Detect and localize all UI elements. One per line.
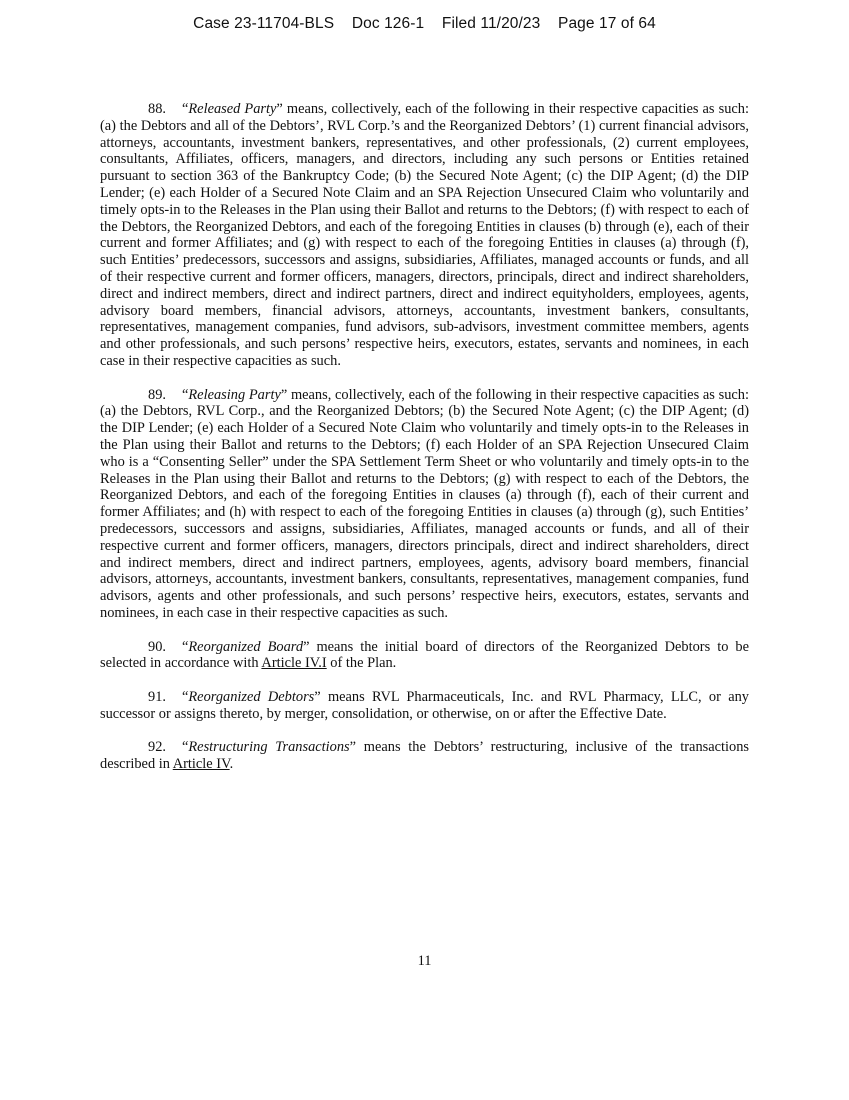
definition-text-end: . (229, 756, 234, 773)
definition-paragraph-90: 90. “Reorganized Board” means the initial board of directors of the Reorganized Debtors to be selected in accordance with Article IV.I of the Plan. (100, 638, 749, 672)
filed-date: Filed 11/20/23 (441, 15, 541, 32)
case-number: Case 23-11704-BLS (193, 15, 335, 32)
definition-paragraph-88: 88. “Released Party” means, collectively, each of the following in their respective capacities as such: (a) the Debtors and all of the Debtors’, RVL Corp.’s and the Reorganized Debtors’ (1) current financial advisors, attorneys, accountants, investment bankers, representatives, and other professionals, (2) current employees, consultants, Affiliates, officers, managers, and directors, including any such persons or Entities retained pursuant to section 363 of the Bankruptcy Code; (b) the Secured Note Agent; (c) the DIP Agent; (d) the DIP Lender; (e) each Holder of a Secured Note Claim and an SPA Rejection Unsecured Claim who voluntarily and timely opts-in to the Releases in the Plan using their Ballot and returns to the Debtors; (f) with respect to each of the Debtors, the Reorganized Debtors, and each of the foregoing Entities in clauses (b) through (e), each of their current and former Affiliates; and (g) with respect to each of the foregoing Entities in clauses (a) through (f), such Entities’ predecessors, successors and assigns, subsidiaries, Affiliates, managed accounts or funds, and all of their respective current and former officers, managers, directors, principals, direct and indirect shareholders, direct and indirect members, direct and indirect partners, direct and indirect equityholders, employees, agents, advisory board members, financial advisors, attorneys, accountants, investment bankers, consultants, representatives, management companies, fund advisors, sub-advisors, investment committee members, agents and other professionals, and such persons’ respective heirs, executors, estates, servants and nominees, in each case in their respective capacities as such. (100, 101, 749, 369)
definition-text: ” means, collectively, each of the following in their respective capacities as such: (a) the Debtors and all of the Debtors’, RVL Corp.’s and the Reorganized Debtors’ (1) current financial advisors, attorneys, accountants, investment bankers, representatives, and other professionals, (2) current employees, consultants, Affiliates, officers, managers, and directors, including any such persons or Entities retained pursuant to section 363 of the Bankruptcy Code; (b) the Secured Note Agent; (c) the DIP Agent; (d) the DIP Lender; (e) each Holder of a Secured Note Claim and an SPA Rejection Unsecured Claim who voluntarily and timely opts-in to the Releases in the Plan using their Ballot and returns to the Debtors; (f) with respect to each of the Debtors, the Reorganized Debtors, and each of the foregoing Entities in clauses (b) through (e), each of their current and former Affiliates; and (g) with respect to each of the foregoing Entities in clauses (a) through (f), such Entities’ predecessors, successors and assigns, subsidiaries, Affiliates, managed accounts or funds, and all of their respective current and former officers, managers, directors, principals, direct and indirect shareholders, direct and indirect members, direct and indirect partners, direct and indirect equityholders, employees, agents, advisory board members, financial advisors, attorneys, accountants, investment bankers, consultants, representatives, management companies, fund advisors, sub-advisors, investment committee members, agents and other professionals, and such persons’ respective heirs, executors, estates, servants and nominees, in each case in their respective capacities as such. (100, 101, 749, 369)
paragraph-number: 90. (148, 638, 166, 655)
defined-term: Reorganized Debtors (188, 688, 315, 705)
document-body (100, 101, 749, 790)
article-reference: Article IV.I (261, 655, 327, 672)
definition-text: ” means RVL Pharmaceuticals, Inc. and RVL Pharmacy, LLC, or any successor or assigns thereto, by merger, consolidation, or otherwise, on or after the Effective Date. (100, 688, 749, 722)
paragraph-number: 91. (148, 688, 166, 705)
paragraph-number: 92. (148, 739, 166, 756)
definition-paragraph-89: 89. “Releasing Party” means, collectively, each of the following in their respective capacities as such: (a) the Debtors, RVL Corp., and the Reorganized Debtors; (b) the Secured Note Agent; (c) the DIP Agent; (d) the DIP Lender; (e) each Holder of a Secured Note Claim who voluntarily and timely opts-in to the Releases in the Plan using their Ballot and returns to the Debtors; (f) each Holder of an SPA Rejection Unsecured Claim who is a “Consenting Seller” under the SPA Settlement Term Sheet or who voluntarily and timely opts-in to the Releases in the Plan using their Ballot and returns to the Debtors; (g) with respect to each of the Debtors, the Reorganized Debtors, and each of the foregoing Entities in clauses (a) through (f), each of their current and former Affiliates; and (h) with respect to each of the foregoing Entities in clauses (a) through (g), such Entities’ predecessors, successors and assigns, subsidiaries, Affiliates, managed accounts or funds, and all of their respective current and former officers, managers, directors principals, direct and indirect shareholders, direct and indirect members, direct and indirect partners, employees, agents, advisory board members, financial advisors, attorneys, accountants, investment bankers, consultants, representatives, management companies, fund advisors, agents and other professionals, and such persons’ respective heirs, executors, estates, servants and nominees, in each case in their respective capacities as such. (100, 386, 749, 621)
doc-number: Doc 126-1 (351, 15, 425, 32)
definition-paragraph-91: 91. “Reorganized Debtors” means RVL Pharmaceuticals, Inc. and RVL Pharmacy, LLC, or any successor or assigns thereto, by merger, consolidation, or otherwise, on or after the Effective Date. (100, 688, 749, 722)
defined-term: Released Party (188, 101, 277, 117)
definition-paragraph-92: 92. “Restructuring Transactions” means the Debtors’ restructuring, inclusive of the transactions described in Article IV. (100, 739, 750, 773)
definition-text-end: of the Plan. (326, 655, 397, 672)
definition-text: ” means, collectively, each of the following in their respective capacities as such: (a) the Debtors, RVL Corp., and the Reorganized Debtors; (b) the Secured Note Agent; (c) the DIP Agent; (d) the DIP Lender; (e) each Holder of a Secured Note Claim who voluntarily and timely opts-in to the Releases in the Plan using their Ballot and returns to the Debtors; (f) each Holder of an SPA Rejection Unsecured Claim who is a “Consenting Seller” under the SPA Settlement Term Sheet or who voluntarily and timely opts-in to the Releases in the Plan using their Ballot and returns to the Debtors; (g) with respect to each of the Debtors, the Reorganized Debtors, and each of the foregoing Entities in clauses (a) through (f), each of their current and former Affiliates; and (h) with respect to each of the foregoing Entities in clauses (a) through (g), such Entities’ predecessors, successors and assigns, subsidiaries, Affiliates, managed accounts or funds, and all of their respective current and former officers, managers, directors principals, direct and indirect shareholders, direct and indirect members, direct and indirect partners, employees, agents, advisory board members, financial advisors, attorneys, accountants, investment bankers, consultants, representatives, management companies, fund advisors, agents and other professionals, and such persons’ respective heirs, executors, estates, servants and nominees, in each case in their respective capacities as such. (100, 386, 749, 621)
page-number: 11 (417, 953, 432, 969)
defined-term: Reorganized Board (188, 638, 304, 655)
defined-term: Releasing Party (188, 386, 281, 403)
page-indicator: Page 17 of 64 (558, 15, 656, 32)
court-header (0, 15, 849, 33)
paragraph-number: 88. (148, 101, 166, 117)
article-reference: Article IV (172, 756, 230, 773)
definition-text: ” means the initial board of directors of the Reorganized Debtors to be selected in accordance with (100, 638, 749, 672)
definition-text: ” means the Debtors’ restructuring, inclusive of the transactions described in (100, 739, 750, 773)
defined-term: Restructuring Transactions (188, 739, 350, 756)
paragraph-number: 89. (148, 386, 166, 403)
